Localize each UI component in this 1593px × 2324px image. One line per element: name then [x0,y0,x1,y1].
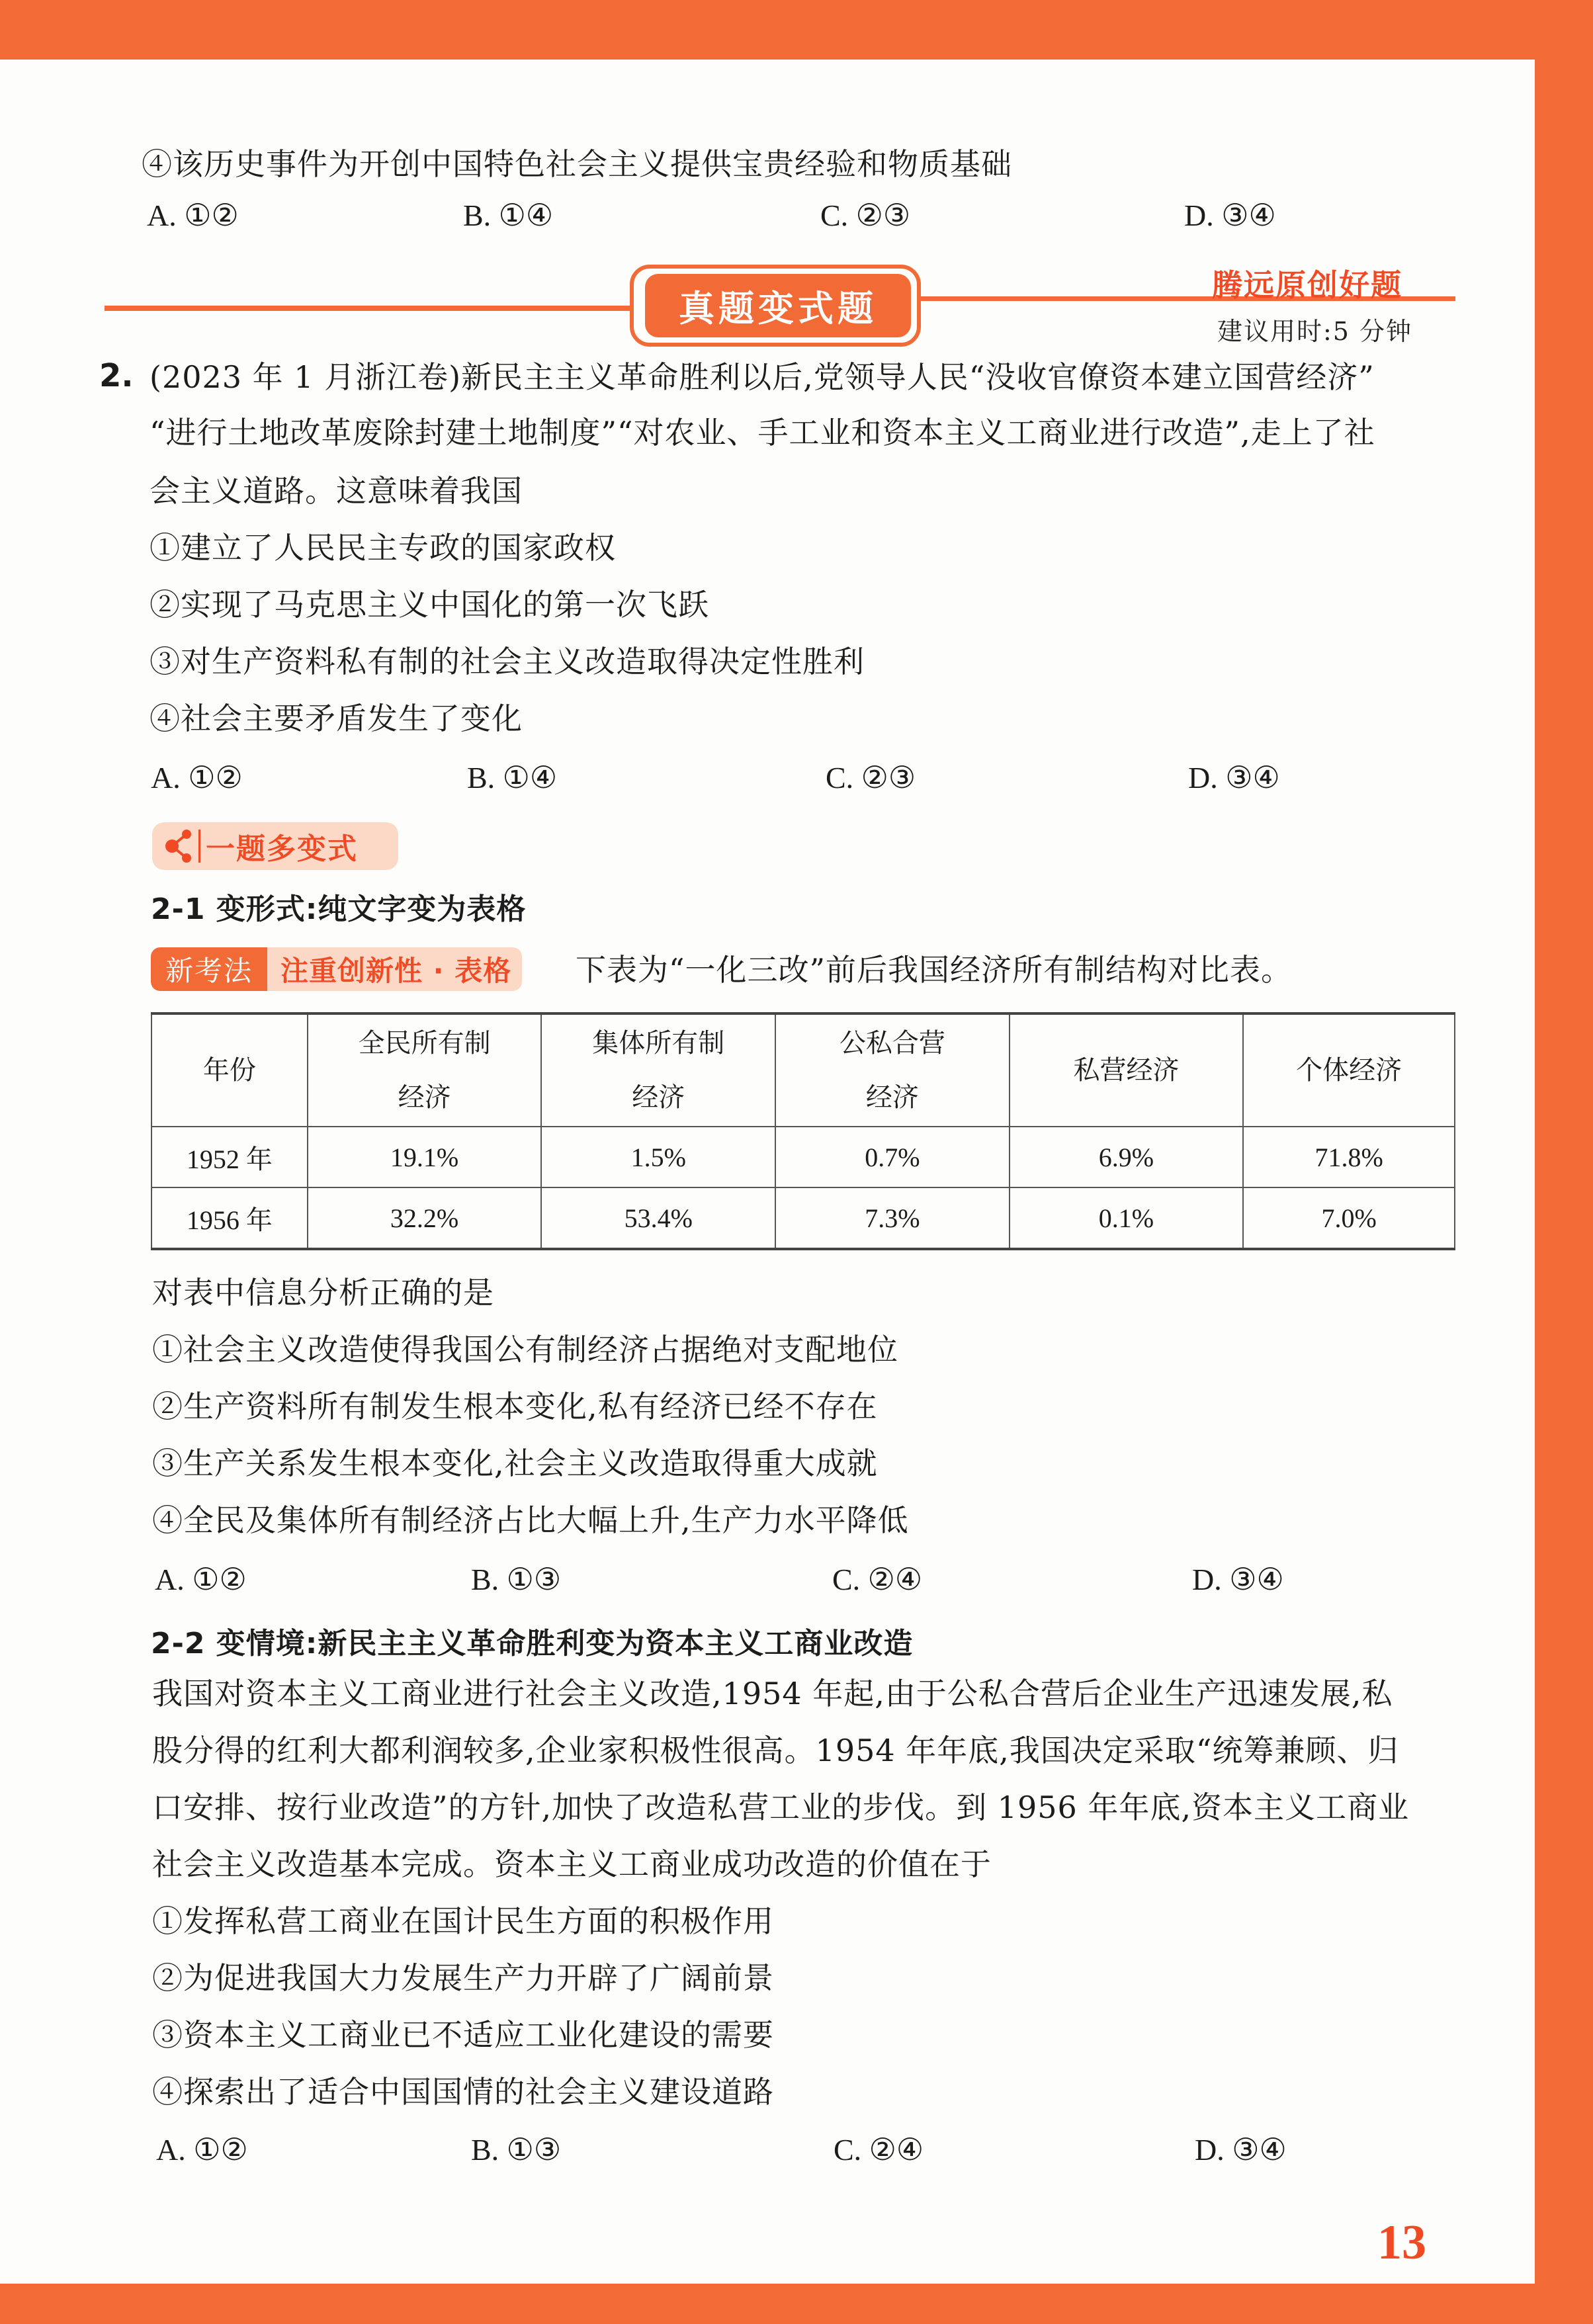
prev-option-b[interactable]: B. ①④ [463,198,554,232]
col-state-owned: 全民所有制 经济 [308,1013,542,1127]
v1-option-c[interactable]: C. ②④ [832,1563,923,1596]
table-row [151,1187,1455,1249]
cell-value: 53.4% [541,1187,775,1249]
cell-value: 19.1% [308,1127,542,1187]
focus-label: 注重创新性 · 表格 [267,947,522,991]
cell-year: 1952 年 [151,1127,308,1187]
col-collective: 集体所有制 经济 [541,1013,775,1127]
prev-option-d[interactable]: D. ③④ [1184,198,1276,232]
variant-section-tag [152,822,398,870]
col-joint: 公私合营 经济 [775,1013,1010,1127]
v2-option-d[interactable]: D. ③④ [1195,2133,1287,2167]
question-item-1: ①建立了人民民主专政的国家政权 [150,530,616,566]
question-number: 2. [99,357,134,394]
new-exam-label: 新考法 [151,947,267,991]
table-row [151,1127,1455,1187]
variant-1-title: 2-1 变形式:纯文字变为表格 [151,892,527,926]
tag-divider [198,830,200,863]
col-individual: 个体经济 [1243,1013,1455,1127]
question-item-3: ③对生产资料私有制的社会主义改造取得决定性胜利 [150,644,865,679]
page-number: 13 [1377,2216,1426,2270]
cell-value: 7.0% [1243,1187,1455,1249]
question-item-2: ②实现了马克思主义中国化的第一次飞跃 [150,587,709,623]
v1-option-a[interactable]: A. ①② [155,1563,247,1596]
question-stem-line-1: (2023 年 1 月浙江卷)新民主主义革命胜利以后,党领导人民“没收官僚资本建立国营经济” [150,359,1375,395]
variant-2-stem-line-4: 社会主义改造基本完成。资本主义工商业成功改造的价值在于 [152,1846,992,1882]
share-icon [161,826,196,866]
variant-1-item-4: ④全民及集体所有制经济占比大幅上升,生产力水平降低 [152,1502,909,1538]
v1-option-b[interactable]: B. ①③ [471,1563,562,1596]
section-rule-left [105,306,640,311]
question-stem-line-3: 会主义道路。这意味着我国 [150,473,523,509]
v1-option-d[interactable]: D. ③④ [1192,1563,1284,1596]
cell-value: 7.3% [775,1187,1010,1249]
q2-option-b[interactable]: B. ①④ [467,761,558,795]
variant-1-item-3: ③生产关系发生根本变化,社会主义改造取得重大成就 [152,1445,878,1481]
q2-option-d[interactable]: D. ③④ [1188,761,1280,795]
ownership-table [151,1012,1455,1250]
cell-value: 32.2% [308,1187,542,1249]
cell-value: 1.5% [541,1127,775,1187]
variant-1-item-1: ①社会主义改造使得我国公有制经济占据绝对支配地位 [152,1332,898,1367]
q2-option-c[interactable]: C. ②③ [826,761,916,795]
section-badge: 真题变式题 [645,274,911,337]
variant-1-item-2: ②生产资料所有制发生根本变化,私有经济已经不存在 [152,1389,878,1424]
v2-option-c[interactable]: C. ②④ [834,2133,924,2167]
col-private: 私营经济 [1010,1013,1244,1127]
question-item-4: ④社会主要矛盾发生了变化 [150,701,523,736]
prev-question-item-4: ④该历史事件为开创中国特色社会主义提供宝贵经验和物质基础 [142,146,1012,182]
variant-1-stem: 对表中信息分析正确的是 [152,1275,494,1311]
variant-2-item-3: ③资本主义工商业已不适应工业化建设的需要 [152,2017,774,2053]
variant-2-stem-line-3: 口安排、按行业改造”的方针,加快了改造私营工业的步伐。到 1956 年年底,资本主义工商业 [152,1789,1410,1825]
table-header-row [151,1013,1455,1127]
new-exam-tag [151,947,522,991]
variant-tag-label: 一题多变式 [206,832,358,866]
cell-value: 71.8% [1243,1127,1455,1187]
brand-label: 腾远原创好题 [1212,267,1402,303]
cell-year: 1956 年 [151,1187,308,1249]
variant-1-intro: 下表为“一化三改”前后我国经济所有制结构对比表。 [576,952,1293,988]
question-stem-line-2: “进行土地改革废除封建土地制度”“对农业、手工业和资本主义工商业进行改造”,走上了社 [150,415,1375,451]
variant-2-item-4: ④探索出了适合中国国情的社会主义建设道路 [152,2074,774,2110]
v2-option-a[interactable]: A. ①② [156,2133,248,2167]
cell-value: 6.9% [1010,1127,1244,1187]
prev-option-c[interactable]: C. ②③ [820,198,911,232]
variant-2-title: 2-2 变情境:新民主主义革命胜利变为资本主义工商业改造 [151,1627,914,1660]
q2-option-a[interactable]: A. ①② [151,761,243,795]
suggested-time: 建议用时:5 分钟 [1217,317,1413,346]
variant-2-stem-line-1: 我国对资本主义工商业进行社会主义改造,1954 年起,由于公私合营后企业生产迅速发展,私 [152,1676,1393,1711]
cell-value: 0.1% [1010,1187,1244,1249]
prev-option-a[interactable]: A. ①② [147,198,239,232]
variant-2-item-1: ①发挥私营工商业在国计民生方面的积极作用 [152,1903,774,1939]
v2-option-b[interactable]: B. ①③ [471,2133,562,2167]
variant-2-item-2: ②为促进我国大力发展生产力开辟了广阔前景 [152,1960,774,1996]
cell-value: 0.7% [775,1127,1010,1187]
col-year: 年份 [151,1013,308,1127]
variant-2-stem-line-2: 股分得的红利大都利润较多,企业家积极性很高。1954 年年底,我国决定采取“统筹兼顾、归 [152,1733,1399,1768]
